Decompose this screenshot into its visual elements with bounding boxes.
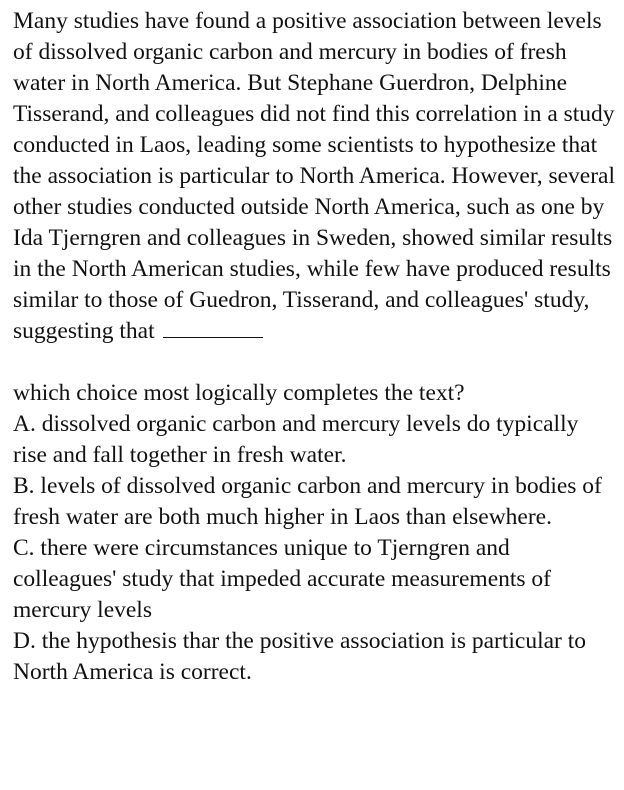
- answer-blank: [163, 319, 263, 338]
- paragraph-gap: [13, 347, 616, 378]
- choice-d[interactable]: D. the hypothesis thar the positive association is particular to North America is correct.: [13, 628, 587, 685]
- choice-c[interactable]: C. there were circumstances unique to Tjerngren and colleagues' study that impeded accurate measurements of mercury levels: [13, 535, 551, 623]
- question-prompt: which choice most logically completes the text?: [13, 380, 465, 406]
- passage-text: Many studies have found a positive association between levels of dissolved organic carbon and mercury in bodies of fresh water in North America. But Stephane Guerdron, Delphine Tisserand, and colleagues did not find this correlation in a study conducted in Laos, leading some scientists to hypothesize that the association is particular to North America. However, several other studies conducted outside North America, such as one by Ida Tjerngren and colleagues in Sweden, showed similar results in the North American studies, while few have produced results similar to those of Guedron, Tisserand, and colleagues' study, suggesting that: [13, 8, 616, 344]
- choice-a[interactable]: A. dissolved organic carbon and mercury levels do typically rise and fall together in fresh water.: [13, 411, 579, 468]
- choice-b[interactable]: B. levels of dissolved organic carbon and mercury in bodies of fresh water are both much higher in Laos than elsewhere.: [13, 473, 602, 530]
- passage: [13, 6, 616, 347]
